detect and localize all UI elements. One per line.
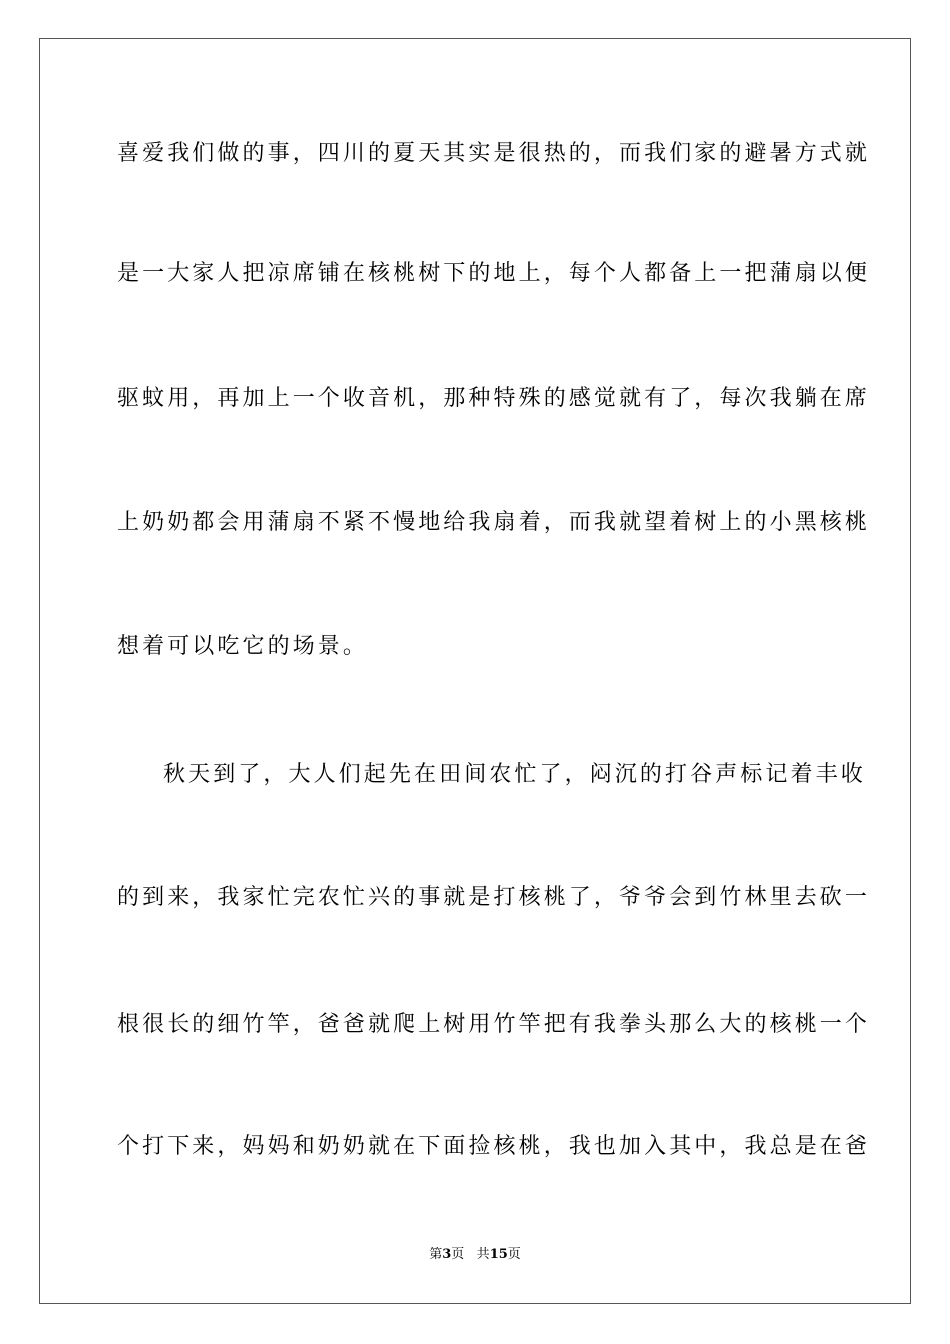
body-line-4: 上奶奶都会用蒲扇不紧不慢地给我扇着，而我就望着树上的小黑核桃 bbox=[117, 510, 871, 535]
page-prefix: 第 bbox=[429, 1247, 443, 1262]
body-line-3: 驱蚊用，再加上一个收音机，那种特殊的感觉就有了，每次我躺在席 bbox=[117, 386, 871, 411]
page-suffix: 页 bbox=[451, 1247, 465, 1262]
page-number: 3 bbox=[442, 1247, 452, 1262]
page-border bbox=[39, 38, 911, 1304]
total-prefix: 共 bbox=[476, 1247, 490, 1262]
total-suffix: 页 bbox=[507, 1247, 521, 1262]
body-line-5: 想着可以吃它的场景。 bbox=[117, 634, 369, 659]
body-line-1: 喜爱我们做的事，四川的夏天其实是很热的，而我们家的避暑方式就 bbox=[117, 141, 871, 166]
body-line-7: 的到来，我家忙完农忙兴的事就是打核桃了，爷爷会到竹林里去砍一 bbox=[117, 885, 871, 910]
body-line-6: 秋天到了，大人们起先在田间农忙了，闷沉的打谷声标记着丰收 bbox=[163, 762, 866, 787]
body-line-9: 个打下来，妈妈和奶奶就在下面捡核桃，我也加入其中，我总是在爸 bbox=[117, 1134, 871, 1159]
body-line-8: 根很长的细竹竿，爸爸就爬上树用竹竿把有我拳头那么大的核桃一个 bbox=[117, 1012, 871, 1037]
body-line-2: 是一大家人把凉席铺在核桃树下的地上，每个人都备上一把蒲扇以便 bbox=[117, 261, 871, 286]
total-pages: 15 bbox=[489, 1247, 508, 1262]
page-footer bbox=[0, 1246, 950, 1264]
